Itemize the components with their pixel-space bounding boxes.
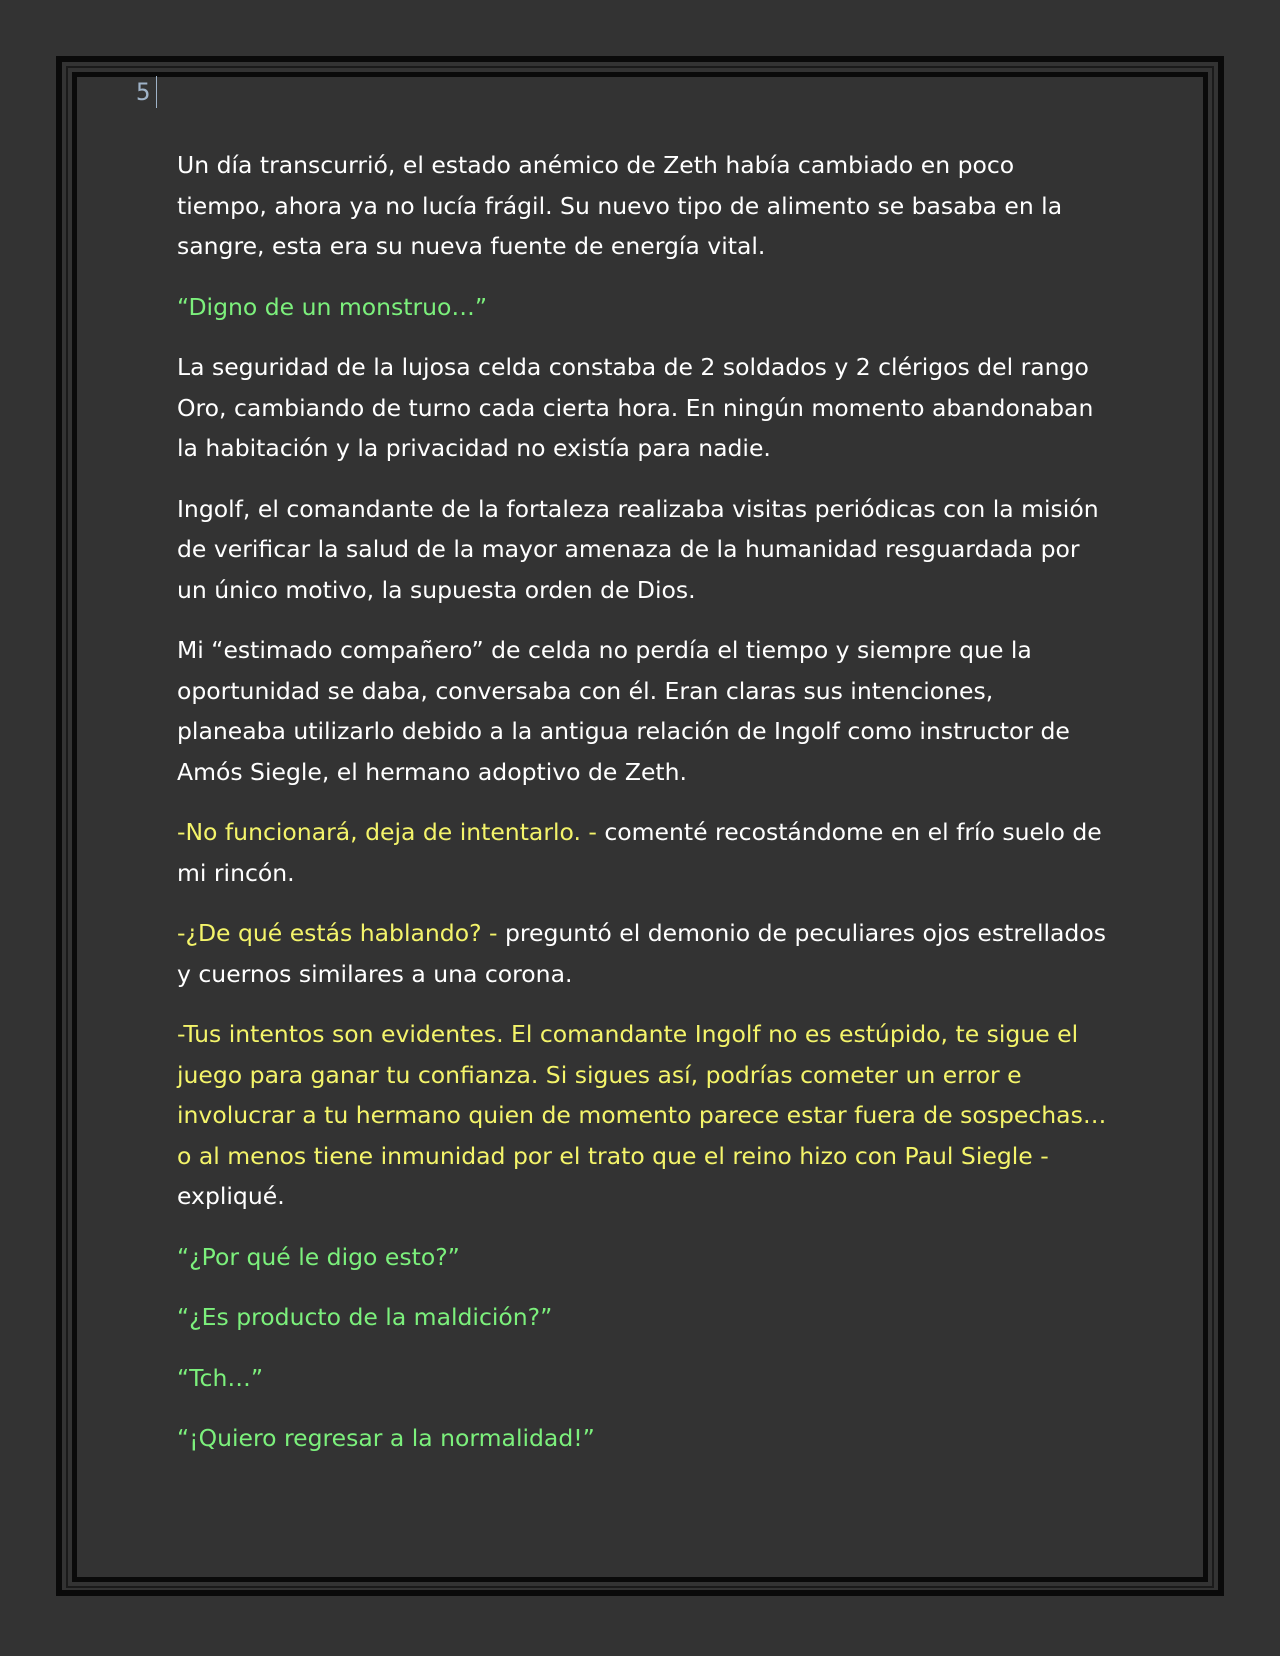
- dialogue-paragraph: [177, 913, 1107, 994]
- thought-line: “¿Por qué le digo esto?”: [177, 1242, 460, 1271]
- narration-paragraph: La seguridad de la lujosa celda constaba de 2 soldados y 2 clérigos del rango Oro, cambiando de turno cada cierta hora. En ningún momento abandonaban la habitación y la privacidad no existía para nadie.: [177, 353, 1094, 462]
- thought-line: “¡Quiero regresar a la normalidad!”: [177, 1424, 595, 1452]
- page-number: 5: [136, 76, 157, 108]
- thought-line: “¿Es producto de la maldición?”: [177, 1303, 553, 1331]
- dialogue-paragraph: [177, 812, 1107, 893]
- dialogue-tag: comenté recostándome en el frío suelo de mi rincón.: [177, 818, 1102, 887]
- dialogue-speech: -No funcionará, deja de intentarlo. -: [177, 818, 597, 846]
- narration-paragraph: Mi “estimado compañero” de celda no perdía el tiempo y siempre que la oportunidad se daba, conversaba con él. Eran claras sus intenciones, planeaba utilizarlo debido a la antigua relación de Ingolf como instructor de Amós Siegle, el hermano adoptivo de Zeth.: [177, 636, 1070, 786]
- page-body: [177, 145, 1107, 1479]
- narration-paragraph: Un día transcurrió, el estado anémico de Zeth había cambiado en poco tiempo, ahora ya no lucía frágil. Su nuevo tipo de alimento se basaba en la sangre, esta era su nueva fuente de energía vital.: [177, 151, 1063, 260]
- dialogue-speech: -¿De qué estás hablando? -: [177, 919, 498, 947]
- dialogue-tag: preguntó el demonio de peculiares ojos estrellados y cuernos similares a una corona.: [177, 919, 1106, 988]
- dialogue-tag: expliqué.: [177, 1182, 285, 1210]
- dialogue-paragraph: [177, 1014, 1107, 1217]
- thought-line: “Digno de un monstruo…”: [177, 292, 488, 321]
- dialogue-speech: -Tus intentos son evidentes. El comandante Ingolf no es estúpido, te sigue el juego para ganar tu confianza. Si sigues así, podrías cometer un error e involucrar a tu hermano quien de momento parece estar fuera de sospechas… o al menos tiene inmunidad por el trato que el reino hizo con Paul Siegle -: [177, 1020, 1107, 1170]
- thought-line: “Tch…”: [177, 1363, 264, 1392]
- narration-paragraph: Ingolf, el comandante de la fortaleza realizaba visitas periódicas con la misión de verificar la salud de la mayor amenaza de la humanidad resguardada por un único motivo, la supuesta orden de Dios.: [177, 494, 1099, 604]
